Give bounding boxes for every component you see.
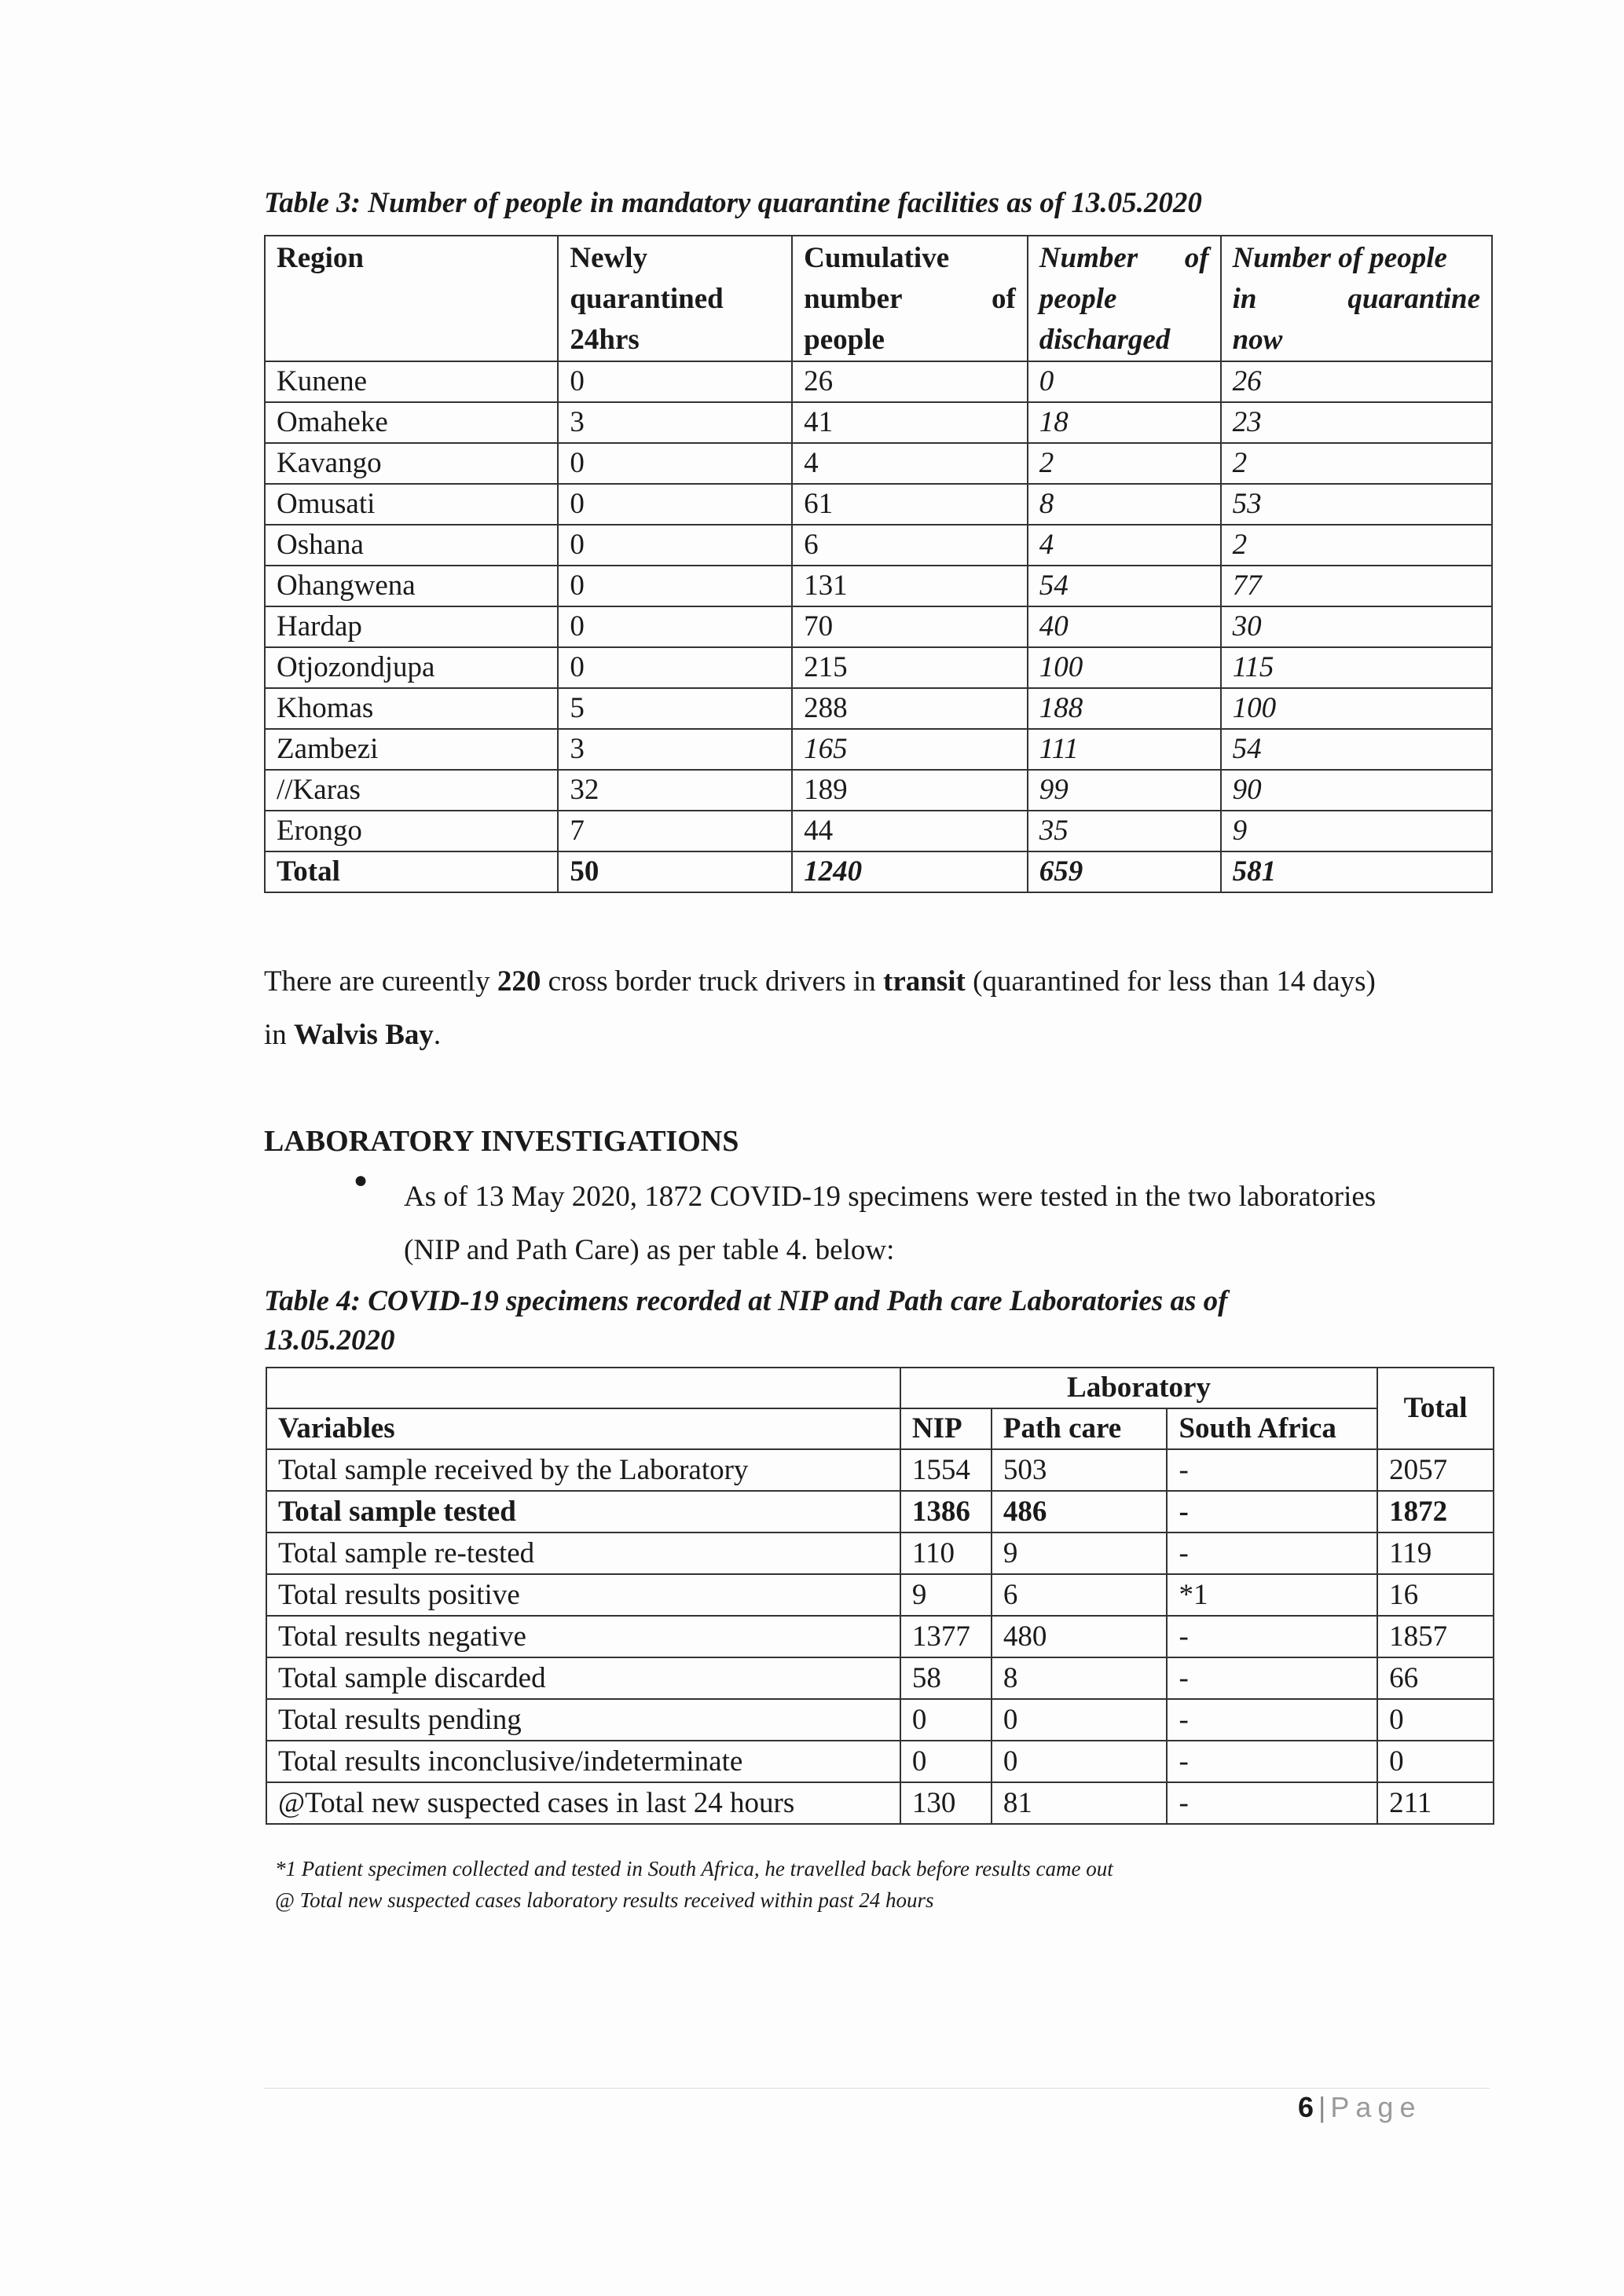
table-cell: 32	[558, 770, 792, 811]
table-cell: 1857	[1377, 1616, 1494, 1657]
table-cell: 215	[792, 647, 1028, 688]
table-cell: 0	[992, 1741, 1168, 1782]
table-cell: 23	[1221, 402, 1492, 443]
table-row	[265, 443, 1492, 484]
region-cell: Zambezi	[265, 729, 558, 770]
table-cell: 0	[900, 1741, 992, 1782]
region-cell: //Karas	[265, 770, 558, 811]
table-cell: 77	[1221, 566, 1492, 606]
table-row	[266, 1532, 1494, 1574]
table-row	[266, 1491, 1494, 1532]
table-cell: 8	[1028, 484, 1221, 525]
header-cumulative: Cumulative number of people	[792, 236, 1028, 361]
table-cell: -	[1167, 1741, 1377, 1782]
table-cell: 211	[1377, 1782, 1494, 1824]
table-row	[266, 1616, 1494, 1657]
table-cell: 6	[792, 525, 1028, 566]
table-cell: 99	[1028, 770, 1221, 811]
table-cell: 2	[1221, 525, 1492, 566]
header-blank	[266, 1368, 900, 1408]
table-cell: 188	[1028, 688, 1221, 729]
header-region: Region	[265, 236, 558, 361]
transit-paragraph	[264, 955, 1376, 1062]
transit-line-2: in Walvis Bay.	[264, 1019, 442, 1051]
table-cell: 1554	[900, 1449, 992, 1491]
table-row	[266, 1449, 1494, 1491]
table-row	[266, 1657, 1494, 1699]
table-cell: 115	[1221, 647, 1492, 688]
header-newly-quarantined: Newly quarantined 24hrs	[558, 236, 792, 361]
variable-cell: Total results negative	[266, 1616, 900, 1657]
table-cell: 6	[992, 1574, 1168, 1616]
variable-cell: Total sample re-tested	[266, 1532, 900, 1574]
table-cell: 0	[1377, 1741, 1494, 1782]
table-cell: 110	[900, 1532, 992, 1574]
table-cell: 0	[558, 566, 792, 606]
table-cell: 66	[1377, 1657, 1494, 1699]
table-cell: 165	[792, 729, 1028, 770]
table-row	[266, 1699, 1494, 1741]
table-cell: 30	[1221, 606, 1492, 647]
table-row	[265, 688, 1492, 729]
variable-cell: Total sample discarded	[266, 1657, 900, 1699]
region-cell: Omusati	[265, 484, 558, 525]
table-cell: 4	[1028, 525, 1221, 566]
transit-line-1: There are cureently 220 cross border truck drivers in transit (quarantined for less than 14 days)	[264, 965, 1376, 998]
table-cell: -	[1167, 1657, 1377, 1699]
table3-caption: Table 3: Number of people in mandatory quarantine facilities as of 13.05.2020	[264, 187, 1202, 219]
variable-cell: Total sample received by the Laboratory	[266, 1449, 900, 1491]
table-row	[265, 647, 1492, 688]
caption-line-2: 13.05.2020	[264, 1324, 395, 1357]
table-cell: 0	[1028, 361, 1221, 402]
table-cell: 3	[558, 402, 792, 443]
page-number	[1298, 2091, 1421, 2124]
table-cell: 1377	[900, 1616, 992, 1657]
table-cell: 2	[1221, 443, 1492, 484]
table-cell: 100	[1221, 688, 1492, 729]
region-cell: Oshana	[265, 525, 558, 566]
table-cell: 100	[1028, 647, 1221, 688]
bullet-dot: ●	[354, 1167, 368, 1193]
table-cell: 18	[1028, 402, 1221, 443]
table-row	[265, 484, 1492, 525]
table-cell: 81	[992, 1782, 1168, 1824]
variable-cell: Total results pending	[266, 1699, 900, 1741]
table-cell: 119	[1377, 1532, 1494, 1574]
table-cell: 44	[792, 811, 1028, 851]
table-cell: 8	[992, 1657, 1168, 1699]
header-nip: NIP	[900, 1408, 992, 1449]
table-cell: 0	[558, 647, 792, 688]
table-cell: 0	[558, 484, 792, 525]
table-cell: 61	[792, 484, 1028, 525]
table-cell: 2057	[1377, 1449, 1494, 1491]
region-cell: Kavango	[265, 443, 558, 484]
table-cell: 5	[558, 688, 792, 729]
table-cell: 35	[1028, 811, 1221, 851]
table-cell: -	[1167, 1491, 1377, 1532]
table-cell: 0	[558, 525, 792, 566]
table-cell: 53	[1221, 484, 1492, 525]
table-cell: -	[1167, 1616, 1377, 1657]
table-row	[266, 1741, 1494, 1782]
table-cell: 2	[1028, 443, 1221, 484]
quarantine-table	[264, 235, 1493, 893]
table-cell: 0	[900, 1699, 992, 1741]
region-cell: Erongo	[265, 811, 558, 851]
footer-divider	[264, 2088, 1490, 2089]
table-cell: 480	[992, 1616, 1168, 1657]
footnote-2: @ Total new suspected cases laboratory results received within past 24 hours	[275, 1888, 934, 1912]
table-row	[266, 1574, 1494, 1616]
table-cell: 90	[1221, 770, 1492, 811]
region-cell: Hardap	[265, 606, 558, 647]
table3-header-row	[265, 236, 1492, 361]
table-cell: 0	[558, 443, 792, 484]
table-row	[265, 525, 1492, 566]
header-discharged: Number of people discharged	[1028, 236, 1221, 361]
table-cell: 16	[1377, 1574, 1494, 1616]
table-row	[265, 606, 1492, 647]
region-cell: Khomas	[265, 688, 558, 729]
header-laboratory: Laboratory	[900, 1368, 1377, 1408]
variable-cell: Total results positive	[266, 1574, 900, 1616]
table-cell: 0	[992, 1699, 1168, 1741]
table-cell: 1240	[792, 851, 1028, 892]
table-row	[265, 770, 1492, 811]
table-cell: 50	[558, 851, 792, 892]
table-cell: -	[1167, 1449, 1377, 1491]
table-cell: 1872	[1377, 1491, 1494, 1532]
table-row	[265, 729, 1492, 770]
region-cell: Omaheke	[265, 402, 558, 443]
header-south-africa: South Africa	[1167, 1408, 1377, 1449]
header-in-quarantine: Number of people in quarantine now	[1221, 236, 1492, 361]
table-row	[265, 566, 1492, 606]
table-row	[266, 1782, 1494, 1824]
table-cell: 0	[558, 606, 792, 647]
page-number-value: 6	[1298, 2091, 1314, 2123]
footnote-1: *1 Patient specimen collected and tested in South Africa, he travelled back before results came out	[275, 1857, 1113, 1880]
region-cell: Otjozondjupa	[265, 647, 558, 688]
laboratory-table	[266, 1367, 1494, 1825]
table-cell: 486	[992, 1491, 1168, 1532]
page-word: Page	[1330, 2091, 1422, 2123]
table-cell: 58	[900, 1657, 992, 1699]
variable-cell: Total sample tested	[266, 1491, 900, 1532]
page-separator: |	[1318, 2091, 1326, 2123]
bullet-line-1: As of 13 May 2020, 1872 COVID-19 specimens were tested in the two laboratories	[404, 1181, 1377, 1213]
table-cell: 3	[558, 729, 792, 770]
table-row	[265, 402, 1492, 443]
table-cell: 1386	[900, 1491, 992, 1532]
table-cell: 40	[1028, 606, 1221, 647]
table-cell: 131	[792, 566, 1028, 606]
table-cell: 41	[792, 402, 1028, 443]
table-cell: -	[1167, 1782, 1377, 1824]
table-cell: 70	[792, 606, 1028, 647]
header-variables: Variables	[266, 1408, 900, 1449]
table-cell: 130	[900, 1782, 992, 1824]
table-cell: 581	[1221, 851, 1492, 892]
table-row	[265, 361, 1492, 402]
table4-header-row	[266, 1408, 1494, 1449]
table-cell: -	[1167, 1699, 1377, 1741]
table-row	[265, 811, 1492, 851]
caption-line-1: Table 4: COVID-19 specimens recorded at NIP and Path care Laboratories as of	[264, 1285, 1228, 1317]
table-cell: 111	[1028, 729, 1221, 770]
table-cell: -	[1167, 1532, 1377, 1574]
table-cell: *1	[1167, 1574, 1377, 1616]
variable-cell: @Total new suspected cases in last 24 hours	[266, 1782, 900, 1824]
bullet-line-2: (NIP and Path Care) as per table 4. below:	[404, 1234, 895, 1266]
region-cell: Ohangwena	[265, 566, 558, 606]
table-cell: 189	[792, 770, 1028, 811]
table-cell: 26	[792, 361, 1028, 402]
table-cell: 503	[992, 1449, 1168, 1491]
table-cell: 7	[558, 811, 792, 851]
table-cell: 26	[1221, 361, 1492, 402]
table-cell: 9	[1221, 811, 1492, 851]
table4-caption	[264, 1282, 1227, 1360]
table3-total-row	[265, 851, 1492, 892]
section-heading: LABORATORY INVESTIGATIONS	[264, 1125, 739, 1158]
lab-bullet-text	[404, 1170, 1376, 1277]
variable-cell: Total results inconclusive/indeterminate	[266, 1741, 900, 1782]
total-label: Total	[265, 851, 558, 892]
table-cell: 4	[792, 443, 1028, 484]
table-cell: 54	[1028, 566, 1221, 606]
table-cell: 9	[900, 1574, 992, 1616]
header-path-care: Path care	[992, 1408, 1168, 1449]
table4-group-header-row	[266, 1368, 1494, 1408]
header-total: Total	[1377, 1368, 1494, 1449]
table-cell: 0	[1377, 1699, 1494, 1741]
table-cell: 9	[992, 1532, 1168, 1574]
table-cell: 288	[792, 688, 1028, 729]
region-cell: Kunene	[265, 361, 558, 402]
table-cell: 0	[558, 361, 792, 402]
table-cell: 659	[1028, 851, 1221, 892]
table-cell: 54	[1221, 729, 1492, 770]
